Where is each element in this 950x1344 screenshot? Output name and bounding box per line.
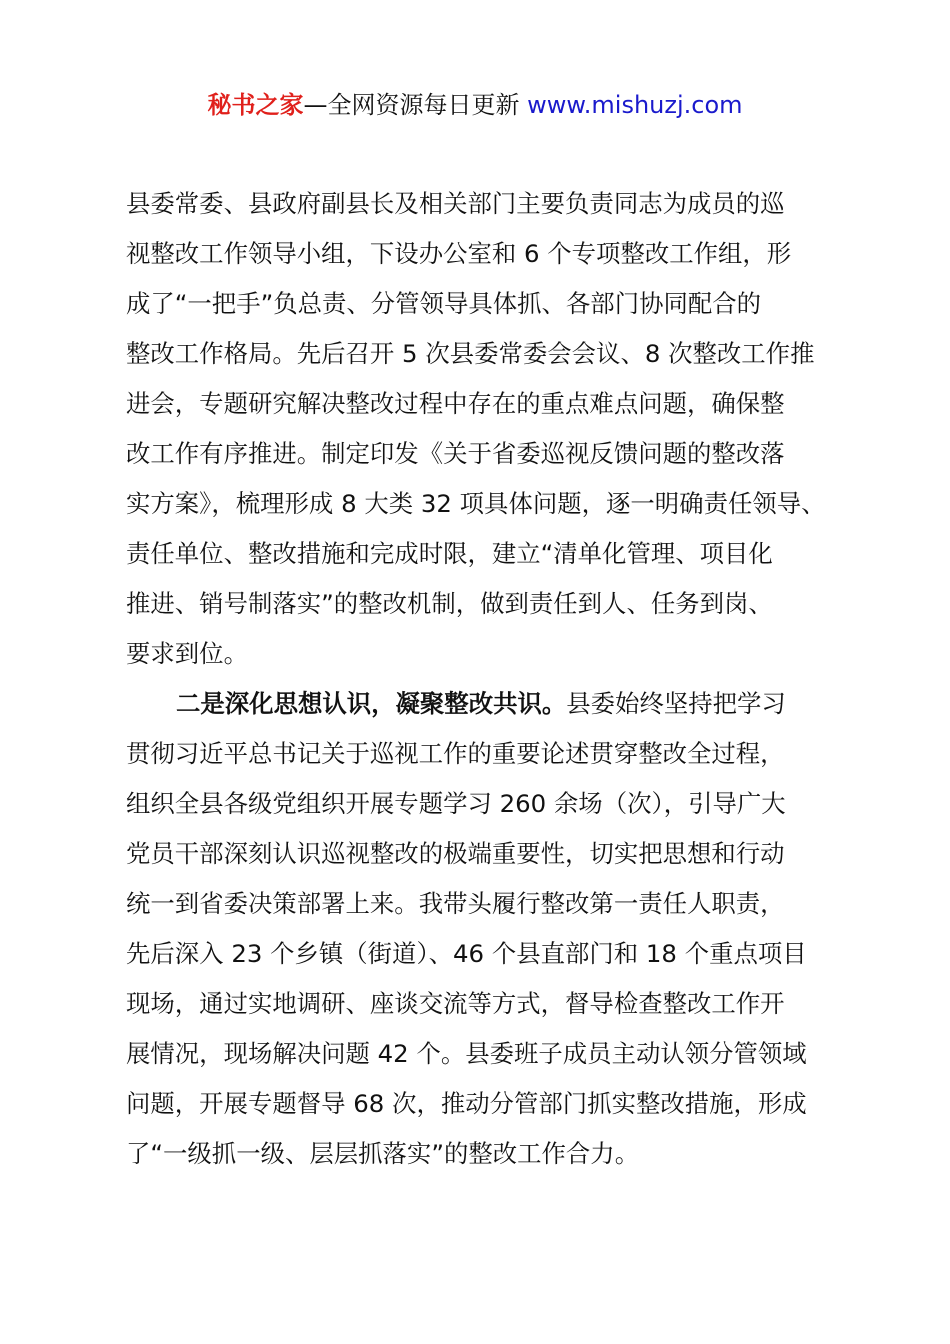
text-line: 视整改工作领导小组，下设办公室和 6 个专项整改工作组，形: [126, 239, 792, 268]
paragraph-1: [126, 179, 846, 679]
text-line: 整改工作格局。先后召开 5 次县委常委会会议、8 次整改工作推: [126, 339, 815, 368]
text-line: 问题，开展专题督导 68 次，推动分管部门抓实整改措施，形成: [126, 1089, 807, 1118]
document-body: [126, 179, 846, 1179]
text-line: 现场，通过实地调研、座谈交流等方式，督导检查整改工作开: [126, 989, 785, 1018]
paragraph-2: [126, 679, 846, 1179]
text-line: 实方案》，梳理形成 8 大类 32 项具体问题，逐一明确责任领导、: [126, 489, 826, 518]
text-line: 统一到省委决策部署上来。我带头履行整改第一责任人职责，: [126, 889, 785, 918]
site-url[interactable]: www.mishuzj.com: [527, 91, 743, 119]
text-line: 先后深入 23 个乡镇（街道）、46 个县直部门和 18 个重点项目: [126, 939, 807, 968]
header-tagline: —全网资源每日更新: [303, 91, 528, 119]
document-header: [0, 88, 950, 122]
text-line: 改工作有序推进。制定印发《关于省委巡视反馈问题的整改落: [126, 439, 785, 468]
text-line: 组织全县各级党组织开展专题学习 260 余场（次），引导广大: [126, 789, 786, 818]
text-line: 县委常委、县政府副县长及相关部门主要负责同志为成员的巡: [126, 189, 785, 218]
paragraph-2-first-line: [126, 679, 846, 729]
text-line: 展情况，现场解决问题 42 个。县委班子成员主动认领分管领域: [126, 1039, 807, 1068]
brand-name: 秘书之家: [207, 91, 304, 119]
text-line: 贯彻习近平总书记关于巡视工作的重要论述贯穿整改全过程，: [126, 739, 785, 768]
text-line: 成了“一把手”负总责、分管领导具体抓、各部门协同配合的: [126, 289, 762, 318]
text-line: 进会，专题研究解决整改过程中存在的重点难点问题，确保整: [126, 389, 785, 418]
text-line: 党员干部深刻认识巡视整改的极端重要性，切实把思想和行动: [126, 839, 785, 868]
text-line: 了“一级抓一级、层层抓落实”的整改工作合力。: [126, 1139, 640, 1168]
text-span: 县委始终坚持把学习: [566, 689, 786, 718]
text-line: 推进、销号制落实”的整改机制，做到责任到人、任务到岗、: [126, 589, 773, 618]
text-line: 要求到位。: [126, 639, 248, 668]
section-heading: 二是深化思想认识，凝聚整改共识。: [176, 689, 567, 718]
text-line: 责任单位、整改措施和完成时限，建立“清单化管理、项目化: [126, 539, 773, 568]
